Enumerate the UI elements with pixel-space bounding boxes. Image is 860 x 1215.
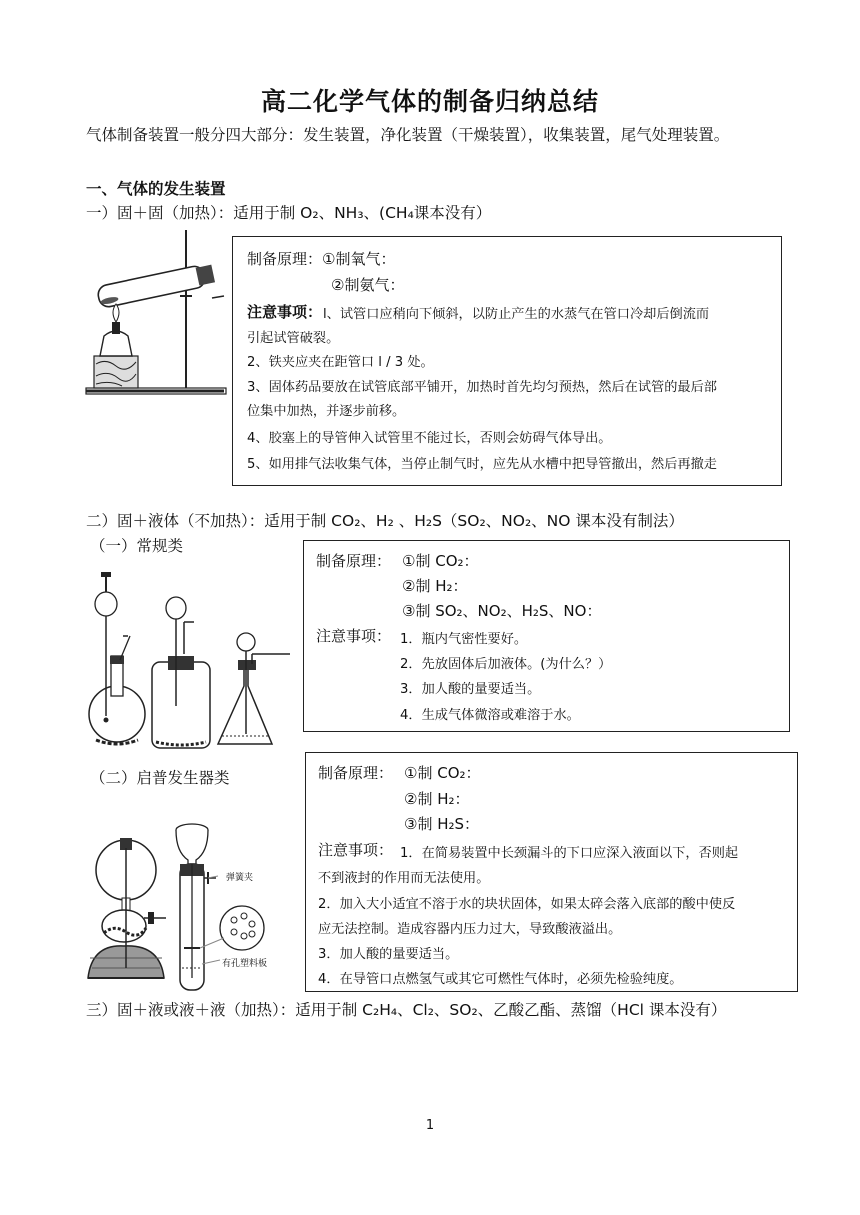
note-2: 2、铁夹应夹在距管口 l / 3 处。 xyxy=(247,355,434,370)
note-5: 5、如用排气法收集气体，当停止制气时，应先从水槽中把导管撤出，然后再撤走 xyxy=(247,457,717,472)
principle-so2-no2-h2s-no: ③制 SO₂、NO₂、H₂S、NO： xyxy=(402,602,602,620)
note-1a: 1．在简易装置中长颈漏斗的下口应深入液面以下，否则起 xyxy=(400,846,739,861)
principle-label: 制备原理： xyxy=(247,250,323,268)
principle-ammonia: ②制氨气： xyxy=(331,276,405,294)
page-number: 1 xyxy=(425,1118,435,1133)
note-1: 1．瓶内气密性要好。 xyxy=(400,632,528,647)
solid-heating-apparatus-figure xyxy=(84,228,232,400)
principle-h2s: ③制 H₂S： xyxy=(404,815,480,833)
note-4: 4．生成气体微溶或难溶于水。 xyxy=(400,708,580,723)
part2-sub2: （二）启普发生器类 xyxy=(90,769,230,787)
section-heading-generation: 一、气体的发生装置 xyxy=(86,180,226,198)
part1-heading: 一）固＋固（加热）：适用于制 O₂、NH₃、(CH₄课本没有） xyxy=(86,204,492,222)
label-spring-clip: 弹簧夹 xyxy=(226,873,254,883)
note-2: 2．先放固体后加液体。(为什么？） xyxy=(400,657,612,672)
note-3a: 3、固体药品要放在试管底部平铺开，加热时首先均匀预热，然后在试管的最后部 xyxy=(247,380,717,395)
note-4: 4．在导管口点燃氢气或其它可燃性气体时，必须先检验纯度。 xyxy=(318,972,683,987)
part2-kipp-notes-box xyxy=(305,752,798,992)
notes-label: 注意事项： xyxy=(247,303,323,321)
notes-label: 注意事项： xyxy=(318,841,394,859)
part2-conventional-notes-box xyxy=(303,540,790,732)
principle-h2: ②制 H₂： xyxy=(402,577,468,595)
note-4: 4、胶塞上的导管伸入试管里不能过长，否则会妨碍气体导出。 xyxy=(247,431,612,446)
note-2a: 2．加入大小适宜不溶于水的块状固体，如果太碎会落入底部的酸中使反 xyxy=(318,897,736,912)
principle-label: 制备原理： xyxy=(316,552,392,570)
note-3: 3．加人酸的量要适当。 xyxy=(318,947,459,962)
principle-co2: ①制 CO₂： xyxy=(404,764,481,782)
page-title: 高二化学气体的制备归纳总结 xyxy=(260,87,599,116)
principle-oxygen: ①制氧气： xyxy=(322,250,396,268)
part3-heading: 三）固＋液或液＋液（加热）：适用于制 C₂H₄、Cl₂、SO₂、乙酸乙酯、蒸馏（HCl 课本没有） xyxy=(86,1001,727,1019)
principle-co2: ①制 CO₂： xyxy=(402,552,479,570)
note-2b: 应无法控制。造成容器内压力过大，导致酸液溢出。 xyxy=(318,922,622,937)
principle-h2: ②制 H₂： xyxy=(404,790,470,808)
part2-sub1: （一）常规类 xyxy=(90,537,184,555)
note-1b: 引起试管破裂。 xyxy=(247,331,340,346)
part2-heading: 二）固＋液体（不加热）：适用于制 CO₂、H₂ 、H₂S（SO₂、NO₂、NO 课本没有制法） xyxy=(86,512,684,530)
label-perforated-plate: 有孔塑料板 xyxy=(222,959,268,969)
note-3b: 位集中加热，并逐步前移。 xyxy=(247,404,406,419)
part1-notes-box xyxy=(232,236,782,486)
notes-label: 注意事项： xyxy=(316,627,392,645)
conventional-apparatus-figure xyxy=(84,566,300,754)
note-1a: l、试管口应稍向下倾斜，以防止产生的水蒸气在管口冷却后倒流而 xyxy=(323,307,710,322)
intro-paragraph: 气体制备装置一般分四大部分：发生装置，净化装置（干燥装置），收集装置，尾气处理装置。 xyxy=(86,126,730,144)
note-1b: 不到液封的作用而无法使用。 xyxy=(318,871,490,886)
kipp-generator-figure xyxy=(84,818,300,998)
note-3: 3．加人酸的量要适当。 xyxy=(400,682,541,697)
principle-label: 制备原理： xyxy=(318,764,394,782)
